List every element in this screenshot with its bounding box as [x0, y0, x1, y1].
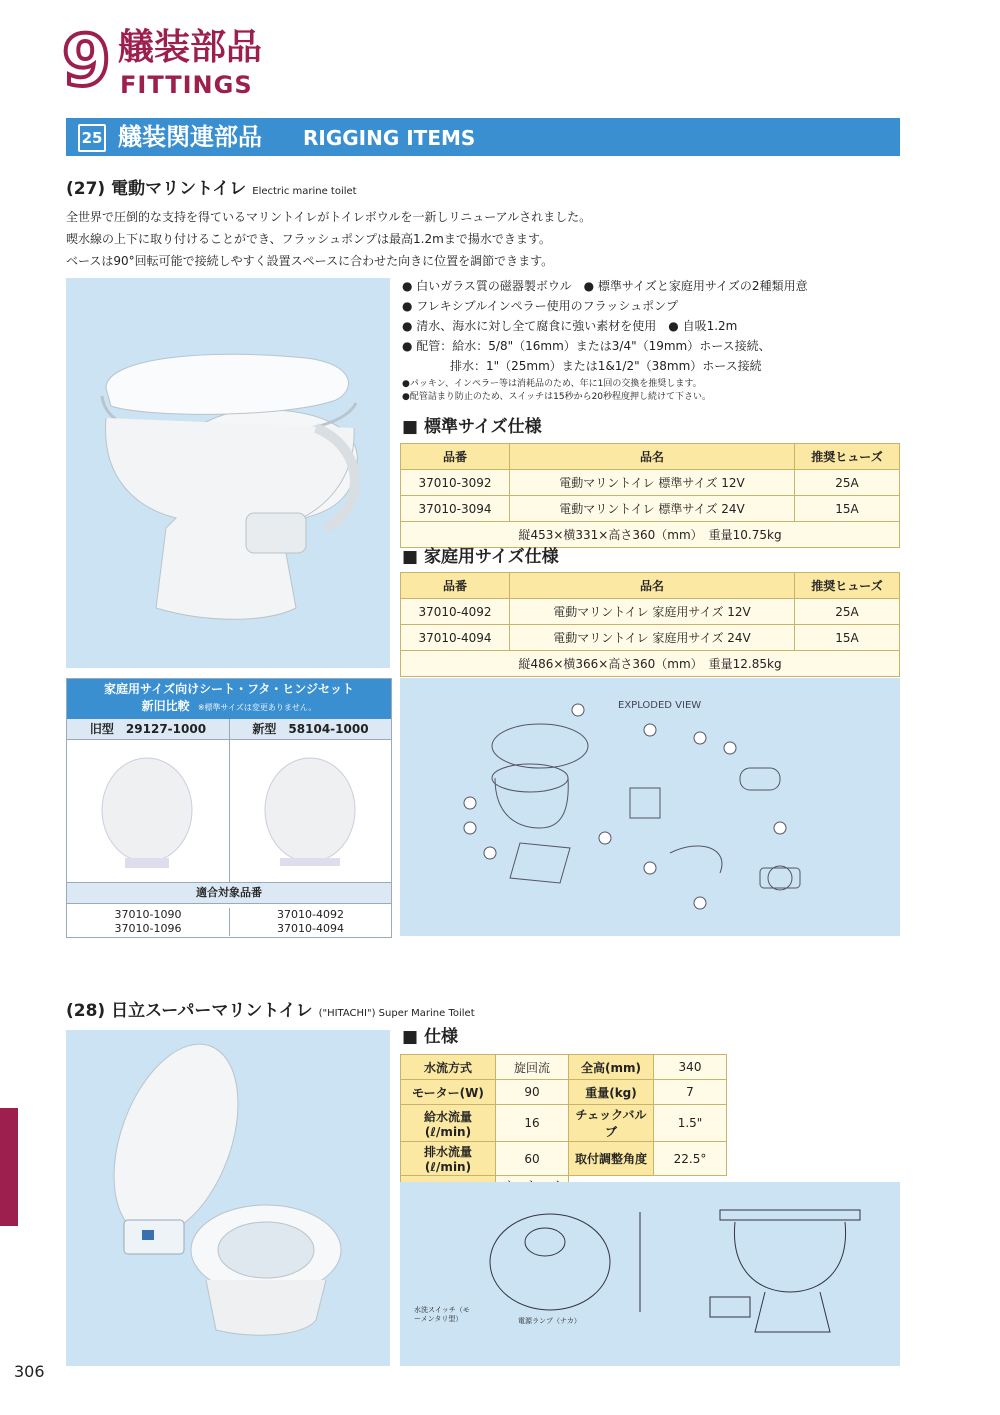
cell-dims: 縦486×横366×高さ360（mm） 重量12.85kg: [401, 651, 900, 677]
product27-heading: [66, 178, 357, 203]
comparison-images: [67, 740, 391, 883]
new-model-label: 新型 58104-1000: [252, 722, 369, 736]
spec-key: チェックバルブ: [569, 1105, 654, 1142]
cell-part-no: 37010-4094: [401, 625, 510, 651]
section-number: 25: [78, 124, 106, 152]
hitachi-toilet-photo: [66, 1030, 390, 1366]
exploded-view-label: EXPLODED VIEW: [618, 700, 702, 711]
dimension-drawing: [400, 1182, 900, 1366]
table-row: [401, 599, 900, 625]
col-header: 推奨ヒューズ: [795, 573, 900, 599]
spec-value: 340: [654, 1055, 727, 1080]
col-header: 推奨ヒューズ: [795, 444, 900, 470]
chapter-number: 9: [62, 20, 111, 102]
intro-line: 喫水線の上下に取り付けることができ、フラッシュポンプは最高1.2mまで揚水できます。: [66, 232, 551, 246]
table-row: [401, 1080, 727, 1105]
comparison-subnote: ※標準サイズは変更ありません。: [197, 703, 317, 712]
table-row: [401, 625, 900, 651]
spec-key: 給水流量(ℓ/min): [401, 1105, 496, 1142]
toilet-illustration: [66, 278, 390, 668]
compat-item: 37010-4094: [277, 922, 344, 935]
col-header: 品名: [510, 573, 795, 599]
col-header: 品名: [510, 444, 795, 470]
std-spec-table: [400, 443, 900, 548]
cell-part-no: 37010-4092: [401, 599, 510, 625]
cell-fuse: 15A: [795, 625, 900, 651]
product27-title-en: Electric marine toilet: [252, 186, 357, 197]
cell-name: 電動マリントイレ 標準サイズ 12V: [510, 470, 795, 496]
note-line: ●パッキン、インペラー等は消耗品のため、年に1回の交換を推奨します。: [402, 379, 702, 389]
cell-name: 電動マリントイレ 家庭用サイズ 24V: [510, 625, 795, 651]
spec-key: モーター(W): [401, 1080, 496, 1105]
spec-key: 取付調整角度: [569, 1142, 654, 1176]
table-row: [401, 1105, 727, 1142]
compat-item: 37010-4092: [277, 908, 344, 921]
old-model-label: 旧型 29127-1000: [67, 719, 230, 739]
old-seat-icon: [67, 740, 229, 882]
spec-value: 旋回流: [496, 1055, 569, 1080]
spec-key: 重量(kg): [569, 1080, 654, 1105]
col-header: 品番: [401, 444, 510, 470]
chapter-title-en: FITTINGS: [120, 71, 253, 99]
std-spec-title: ■ 標準サイズ仕様: [402, 417, 542, 437]
table-row: [401, 1142, 727, 1176]
new-seat-icon: [230, 740, 390, 882]
cell-name: 電動マリントイレ 家庭用サイズ 12V: [510, 599, 795, 625]
product27-title: (27) 電動マリントイレ: [66, 179, 247, 199]
toilet-photo: [66, 278, 390, 668]
cell-part-no: 37010-3094: [401, 496, 510, 522]
intro-line: 全世界で圧倒的な支持を得ているマリントイレがトイレボウルを一新しリニューアルされました。: [66, 210, 592, 224]
spec-value: 16: [496, 1105, 569, 1142]
home-spec-title: ■ 家庭用サイズ仕様: [402, 547, 559, 567]
col-header: 品番: [401, 573, 510, 599]
lamp-label: 電源ランプ（ナカ）: [518, 1317, 581, 1325]
intro-line: ベースは90°回転可能で接続しやすく設置スペースに合わせた向きに位置を調節できます。: [66, 254, 554, 268]
feature-line: 排水：1"（25mm）または1&1/2"（38mm）ホース接続: [402, 359, 762, 373]
feature-line: ● 清水、海水に対し全て腐食に強い素材を使用 ● 自吸1.2m: [402, 319, 738, 333]
compat-title: 適合対象品番: [67, 883, 391, 904]
feature-line: ● フレキシブルインペラー使用のフラッシュポンプ: [402, 299, 679, 313]
comparison-subtitle: 新旧比較: [141, 699, 190, 713]
compat-list: [67, 904, 391, 936]
spec-value: 22.5°: [654, 1142, 727, 1176]
table-row: [401, 496, 900, 522]
spec-value: 7: [654, 1080, 727, 1105]
cell-dims: 縦453×横331×高さ360（mm） 重量10.75kg: [401, 522, 900, 548]
spec-key: 水流方式: [401, 1055, 496, 1080]
exploded-view-drawing: [400, 678, 900, 936]
cell-fuse: 25A: [795, 599, 900, 625]
table-row: [401, 1055, 727, 1080]
product28-spec-title: ■ 仕様: [402, 1027, 458, 1047]
chapter-title-jp: 艤装部品: [118, 27, 263, 68]
seat-comparison-box: [66, 678, 392, 938]
spec-value: 1.5": [654, 1105, 727, 1142]
product27-notes: [402, 378, 902, 404]
page-number: 306: [14, 1362, 45, 1381]
product27-features: [402, 276, 902, 376]
comparison-title: 家庭用サイズ向けシート・フタ・ヒンジセット: [104, 682, 354, 696]
table-header-row: [401, 573, 900, 599]
dimension-drawing-panel: [400, 1182, 900, 1366]
comparison-header: [67, 679, 391, 719]
product27-intro: [66, 206, 906, 272]
switch-label: 水洗スイッチ（モーメンタリ型）: [414, 1306, 470, 1323]
home-spec-table: [400, 572, 900, 677]
spec-value: 60: [496, 1142, 569, 1176]
exploded-view-panel: [400, 678, 900, 936]
compat-item: 37010-1096: [114, 922, 182, 935]
cell-fuse: 15A: [795, 496, 900, 522]
new-seat-image: [230, 740, 391, 882]
table-header-row: [401, 444, 900, 470]
feature-line: ● 白いガラス質の磁器製ボウル ● 標準サイズと家庭用サイズの2種類用意: [402, 279, 808, 293]
table-row: [401, 522, 900, 548]
comparison-labels: [67, 719, 391, 740]
chapter-side-tab: [0, 1108, 18, 1226]
table-row: [401, 470, 900, 496]
product28-heading: [66, 1000, 475, 1025]
spec-key: 全高(mm): [569, 1055, 654, 1080]
cell-part-no: 37010-3092: [401, 470, 510, 496]
spec-key: 排水流量(ℓ/min): [401, 1142, 496, 1176]
old-seat-image: [67, 740, 230, 882]
spec-value: 90: [496, 1080, 569, 1105]
product28-title-en: ("HITACHI") Super Marine Toilet: [318, 1008, 475, 1019]
section-title-jp: 艤装関連部品: [118, 123, 262, 151]
feature-line: ● 配管：給水：5/8"（16mm）または3/4"（19mm）ホース接続、: [402, 339, 771, 353]
note-line: ●配管詰まり防止のため、スイッチは15秒から20秒程度押し続けて下さい。: [402, 392, 712, 402]
product28-title: (28) 日立スーパーマリントイレ: [66, 1001, 313, 1021]
compat-item: 37010-1090: [114, 908, 182, 921]
compat-left: [67, 908, 230, 936]
compat-right: [230, 908, 391, 936]
hitachi-toilet-illustration: [66, 1030, 390, 1366]
cell-fuse: 25A: [795, 470, 900, 496]
cell-name: 電動マリントイレ 標準サイズ 24V: [510, 496, 795, 522]
table-row: [401, 651, 900, 677]
section-title-en: RIGGING ITEMS: [303, 126, 476, 150]
